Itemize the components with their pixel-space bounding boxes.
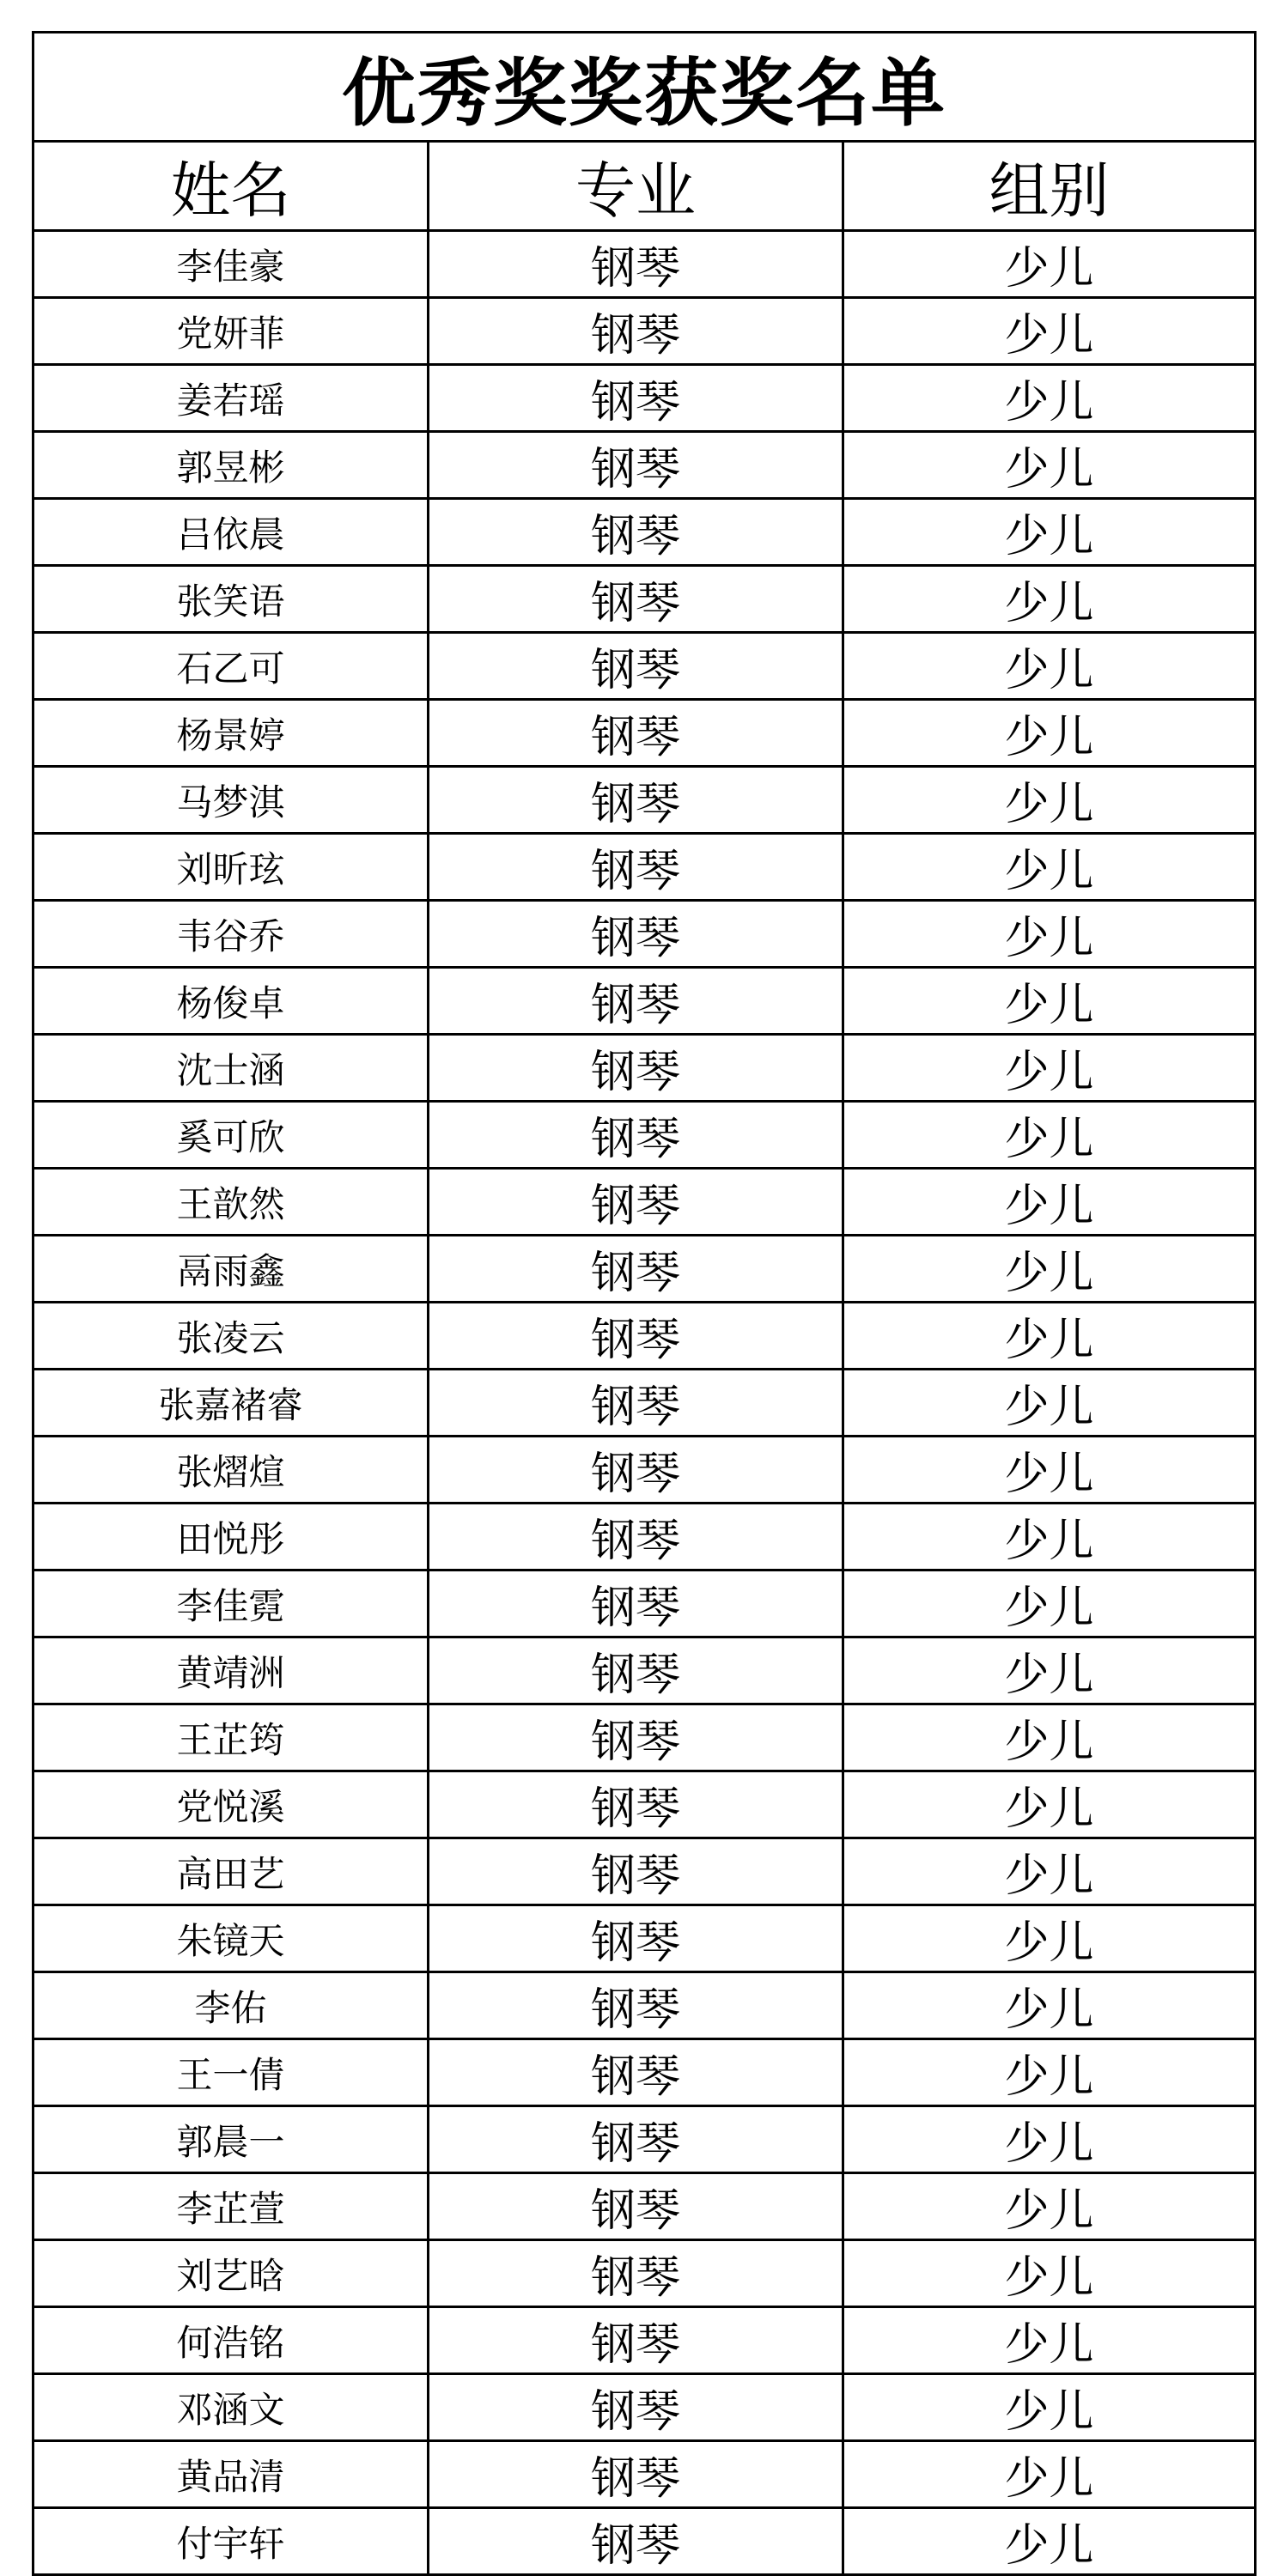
- group-cell: 少儿: [843, 1102, 1256, 1169]
- table-row: [33, 499, 1256, 566]
- major-cell: 钢琴: [429, 1437, 843, 1504]
- group-cell: 少儿: [843, 1504, 1256, 1571]
- group-cell: 少儿: [843, 2441, 1256, 2508]
- name-cell: 马梦淇: [33, 767, 429, 834]
- table-row: [33, 1169, 1256, 1236]
- name-cell: 韦谷乔: [33, 901, 429, 968]
- group-cell: 少儿: [843, 1236, 1256, 1303]
- name-cell: 李佳豪: [33, 231, 429, 298]
- major-cell: 钢琴: [429, 1236, 843, 1303]
- group-cell: 少儿: [843, 2039, 1256, 2106]
- name-cell: 黄靖洲: [33, 1637, 429, 1704]
- name-cell: 付宇轩: [33, 2508, 429, 2575]
- name-cell: 郭晨一: [33, 2106, 429, 2173]
- name-cell: 刘昕玹: [33, 834, 429, 901]
- name-cell: 吕依晨: [33, 499, 429, 566]
- name-cell: 姜若瑶: [33, 365, 429, 432]
- table-row: [33, 2173, 1256, 2240]
- major-cell: 钢琴: [429, 1972, 843, 2039]
- group-cell: 少儿: [843, 432, 1256, 499]
- name-cell: 鬲雨鑫: [33, 1236, 429, 1303]
- group-cell: 少儿: [843, 1169, 1256, 1236]
- table-row: [33, 901, 1256, 968]
- name-cell: 党悦溪: [33, 1771, 429, 1838]
- name-cell: 杨俊卓: [33, 968, 429, 1035]
- name-cell: 杨景婷: [33, 700, 429, 767]
- major-cell: 钢琴: [429, 432, 843, 499]
- major-cell: 钢琴: [429, 499, 843, 566]
- major-cell: 钢琴: [429, 1637, 843, 1704]
- table-row: [33, 968, 1256, 1035]
- major-cell: 钢琴: [429, 1571, 843, 1637]
- table-row: [33, 1905, 1256, 1972]
- table-row: [33, 1504, 1256, 1571]
- group-cell: 少儿: [843, 566, 1256, 633]
- table-row: [33, 1704, 1256, 1771]
- major-cell: 钢琴: [429, 2106, 843, 2173]
- group-cell: 少儿: [843, 1905, 1256, 1972]
- major-cell: 钢琴: [429, 2374, 843, 2441]
- table-row: [33, 1838, 1256, 1905]
- major-cell: 钢琴: [429, 633, 843, 700]
- table-row: [33, 1771, 1256, 1838]
- name-cell: 何浩铭: [33, 2307, 429, 2374]
- column-header-major: 专业: [429, 142, 843, 231]
- group-cell: 少儿: [843, 2374, 1256, 2441]
- major-cell: 钢琴: [429, 1303, 843, 1370]
- major-cell: 钢琴: [429, 834, 843, 901]
- group-cell: 少儿: [843, 901, 1256, 968]
- major-cell: 钢琴: [429, 767, 843, 834]
- major-cell: 钢琴: [429, 2240, 843, 2307]
- major-cell: 钢琴: [429, 700, 843, 767]
- group-cell: 少儿: [843, 1972, 1256, 2039]
- group-cell: 少儿: [843, 1437, 1256, 1504]
- group-cell: 少儿: [843, 968, 1256, 1035]
- major-cell: 钢琴: [429, 1035, 843, 1102]
- group-cell: 少儿: [843, 298, 1256, 365]
- group-cell: 少儿: [843, 1370, 1256, 1437]
- table-row: [33, 1102, 1256, 1169]
- group-cell: 少儿: [843, 2307, 1256, 2374]
- group-cell: 少儿: [843, 1637, 1256, 1704]
- major-cell: 钢琴: [429, 1169, 843, 1236]
- group-cell: 少儿: [843, 1838, 1256, 1905]
- name-cell: 张笑语: [33, 566, 429, 633]
- name-cell: 邓涵文: [33, 2374, 429, 2441]
- table-row: [33, 1637, 1256, 1704]
- group-cell: 少儿: [843, 1035, 1256, 1102]
- group-cell: 少儿: [843, 1303, 1256, 1370]
- table-row: [33, 2441, 1256, 2508]
- name-cell: 张嘉褚睿: [33, 1370, 429, 1437]
- major-cell: 钢琴: [429, 901, 843, 968]
- group-cell: 少儿: [843, 2173, 1256, 2240]
- name-cell: 李芷萱: [33, 2173, 429, 2240]
- name-cell: 王一倩: [33, 2039, 429, 2106]
- table-row: [33, 1437, 1256, 1504]
- major-cell: 钢琴: [429, 566, 843, 633]
- table-row: [33, 1035, 1256, 1102]
- major-cell: 钢琴: [429, 1838, 843, 1905]
- group-cell: 少儿: [843, 365, 1256, 432]
- name-cell: 石乙可: [33, 633, 429, 700]
- name-cell: 刘艺晗: [33, 2240, 429, 2307]
- table-row: [33, 1972, 1256, 2039]
- table-row: [33, 767, 1256, 834]
- name-cell: 党妍菲: [33, 298, 429, 365]
- major-cell: 钢琴: [429, 1102, 843, 1169]
- name-cell: 李佳霓: [33, 1571, 429, 1637]
- name-cell: 王歆然: [33, 1169, 429, 1236]
- major-cell: 钢琴: [429, 2508, 843, 2575]
- table-row: [33, 2307, 1256, 2374]
- major-cell: 钢琴: [429, 1771, 843, 1838]
- name-cell: 黄品清: [33, 2441, 429, 2508]
- table-row: [33, 231, 1256, 298]
- table-row: [33, 2508, 1256, 2575]
- award-list-table: [32, 31, 1257, 2576]
- major-cell: 钢琴: [429, 2039, 843, 2106]
- major-cell: 钢琴: [429, 968, 843, 1035]
- group-cell: 少儿: [843, 767, 1256, 834]
- table-row: [33, 1303, 1256, 1370]
- name-cell: 田悦彤: [33, 1504, 429, 1571]
- name-cell: 郭昱彬: [33, 432, 429, 499]
- table-row: [33, 1571, 1256, 1637]
- group-cell: 少儿: [843, 499, 1256, 566]
- table-row: [33, 298, 1256, 365]
- table-row: [33, 2374, 1256, 2441]
- group-cell: 少儿: [843, 700, 1256, 767]
- major-cell: 钢琴: [429, 231, 843, 298]
- name-cell: 朱镜天: [33, 1905, 429, 1972]
- header-row: [33, 142, 1256, 231]
- major-cell: 钢琴: [429, 1504, 843, 1571]
- major-cell: 钢琴: [429, 2307, 843, 2374]
- major-cell: 钢琴: [429, 1905, 843, 1972]
- column-header-group: 组别: [843, 142, 1256, 231]
- table-row: [33, 834, 1256, 901]
- major-cell: 钢琴: [429, 2441, 843, 2508]
- table-row: [33, 2240, 1256, 2307]
- name-cell: 张熠煊: [33, 1437, 429, 1504]
- table-row: [33, 1370, 1256, 1437]
- table-row: [33, 566, 1256, 633]
- major-cell: 钢琴: [429, 1370, 843, 1437]
- name-cell: 高田艺: [33, 1838, 429, 1905]
- table-row: [33, 2106, 1256, 2173]
- major-cell: 钢琴: [429, 1704, 843, 1771]
- name-cell: 沈士涵: [33, 1035, 429, 1102]
- table-row: [33, 365, 1256, 432]
- name-cell: 张凌云: [33, 1303, 429, 1370]
- table-body: [33, 231, 1256, 2575]
- group-cell: 少儿: [843, 2508, 1256, 2575]
- group-cell: 少儿: [843, 1571, 1256, 1637]
- group-cell: 少儿: [843, 231, 1256, 298]
- group-cell: 少儿: [843, 2106, 1256, 2173]
- group-cell: 少儿: [843, 1704, 1256, 1771]
- major-cell: 钢琴: [429, 2173, 843, 2240]
- table-row: [33, 432, 1256, 499]
- column-header-name: 姓名: [33, 142, 429, 231]
- table-row: [33, 633, 1256, 700]
- group-cell: 少儿: [843, 834, 1256, 901]
- group-cell: 少儿: [843, 1771, 1256, 1838]
- name-cell: 王芷筠: [33, 1704, 429, 1771]
- name-cell: 李佑: [33, 1972, 429, 2039]
- page-title: 优秀奖奖获奖名单: [33, 33, 1256, 142]
- group-cell: 少儿: [843, 2240, 1256, 2307]
- major-cell: 钢琴: [429, 298, 843, 365]
- group-cell: 少儿: [843, 633, 1256, 700]
- table-row: [33, 700, 1256, 767]
- major-cell: 钢琴: [429, 365, 843, 432]
- table-row: [33, 2039, 1256, 2106]
- name-cell: 奚可欣: [33, 1102, 429, 1169]
- table-row: [33, 1236, 1256, 1303]
